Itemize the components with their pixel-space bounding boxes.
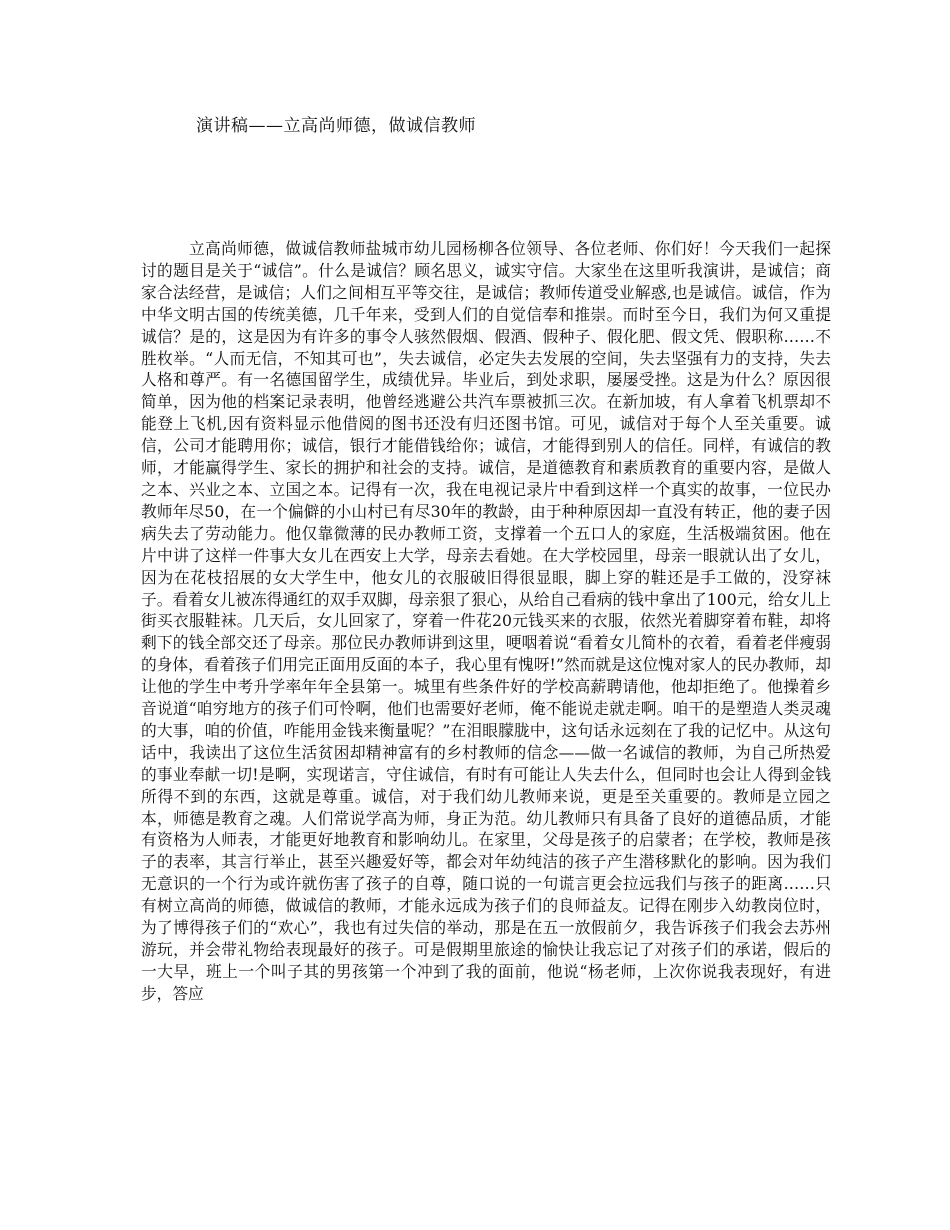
- document-body-paragraph: 立高尚师德，做诚信教师盐城市幼儿园杨柳各位领导、各位老师、你们好！今天我们一起探讨的题目是关于“诚信”。什么是诚信？顾名思义，诚实守信。大家坐在这里听我演讲，是诚信；商家合法经营，是诚信；人们之间相互平等交往，是诚信；教师传道受业解惑,也是诚信。诚信，作为中华文明古国的传统美德，几千年来，受到人们的自觉信奉和推崇。而时至今日，我们为何又重提诚信？是的，这是因为有许多的事令人骇然假烟、假酒、假种子、假化肥、假文凭、假职称……不胜枚举。“人而无信，不知其可也”，失去诚信，必定失去发展的空间，失去坚强有力的支持，失去人格和尊严。有一名德国留学生，成绩优异。毕业后，到处求职，屡屡受挫。这是为什么？原因很简单，因为他的档案记录表明，他曾经逃避公共汽车票被抓三次。在新加坡，有人拿着飞机票却不能登上飞机,因有资料显示他借阅的图书还没有归还图书馆。可见，诚信对于每个人至关重要。诚信，公司才能聘用你；诚信，银行才能借钱给你；诚信，才能得到别人的信任。同样，有诚信的教师，才能赢得学生、家长的拥护和社会的支持。诚信，是道德教育和素质教育的重要内容，是做人之本、兴业之本、立国之本。记得有一次，我在电视记录片中看到这样一个真实的故事，一位民办教师年尽50，在一个偏僻的小山村已有尽30年的教龄，由于种种原因却一直没有转正，他的妻子因病失去了劳动能力。他仅靠微薄的民办教师工资，支撑着一个五口人的家庭，生活极端贫困。他在片中讲了这样一件事大女儿在西安上大学，母亲去看她。在大学校园里，母亲一眼就认出了女儿，因为在花枝招展的女大学生中，他女儿的衣服破旧得很显眼，脚上穿的鞋还是手工做的，没穿袜子。看着女儿被冻得通红的双手双脚，母亲狠了狠心，从给自己看病的钱中拿出了100元，给女儿上街买衣服鞋袜。几天后，女儿回家了，穿着一件花20元钱买来的衣服，依然光着脚穿着布鞋，却将剩下的钱全部交还了母亲。那位民办教师讲到这里，哽咽着说“看着女儿简朴的衣着，看着老伴瘦弱的身体，看着孩子们用完正面用反面的本子，我心里有愧呀!”然而就是这位愧对家人的民办教师，却让他的学生中考升学率年年全县第一。城里有些条件好的学校高薪聘请他，他却拒绝了。他操着乡音说道“咱穷地方的孩子们可怜啊，他们也需要好老师，俺不能说走就走啊。咱干的是塑造人类灵魂的大事，咱的价值，咋能用金钱来衡量呢？”在泪眼朦胧中，这句话永远刻在了我的记忆中。从这句话中，我读出了这位生活贫困却精神富有的乡村教师的信念——做一名诚信的教师，为自己所热爱的事业奉献一切!是啊，实现诺言，守住诚信，有时有可能让人失去什么，但同时也会让人得到金钱所得不到的东西，这就是尊重。诚信，对于我们幼儿教师来说，更是至关重要的。教师是立园之本，师德是教育之魂。人们常说学高为师，身正为范。幼儿教师只有具备了良好的道德品质，才能有资格为人师表，才能更好地教育和影响幼儿。在家里，父母是孩子的启蒙者；在学校，教师是孩子的表率，其言行举止，甚至兴趣爱好等，都会对年幼纯洁的孩子产生潜移默化的影响。因为我们无意识的一个行为或许就伤害了孩子的自尊，随口说的一句谎言更会拉远我们与孩子的距离……只有树立高尚的师德，做诚信的教师，才能永远成为孩子们的良师益友。记得在刚步入幼教岗位时，为了博得孩子们的“欢心”，我也有过失信的举动，那是在五一放假前夕，我告诉孩子们我会去苏州游玩，并会带礼物给表现最好的孩子。可是假期里旅途的愉快让我忘记了对孩子们的承诺，假后的一大早，班上一个叫子其的男孩第一个冲到了我的面前，他说“杨老师，上次你说我表现好，有进步，答应: [141, 239, 831, 1003]
- document-title: 演讲稿——立高尚师德，做诚信教师: [196, 116, 476, 136]
